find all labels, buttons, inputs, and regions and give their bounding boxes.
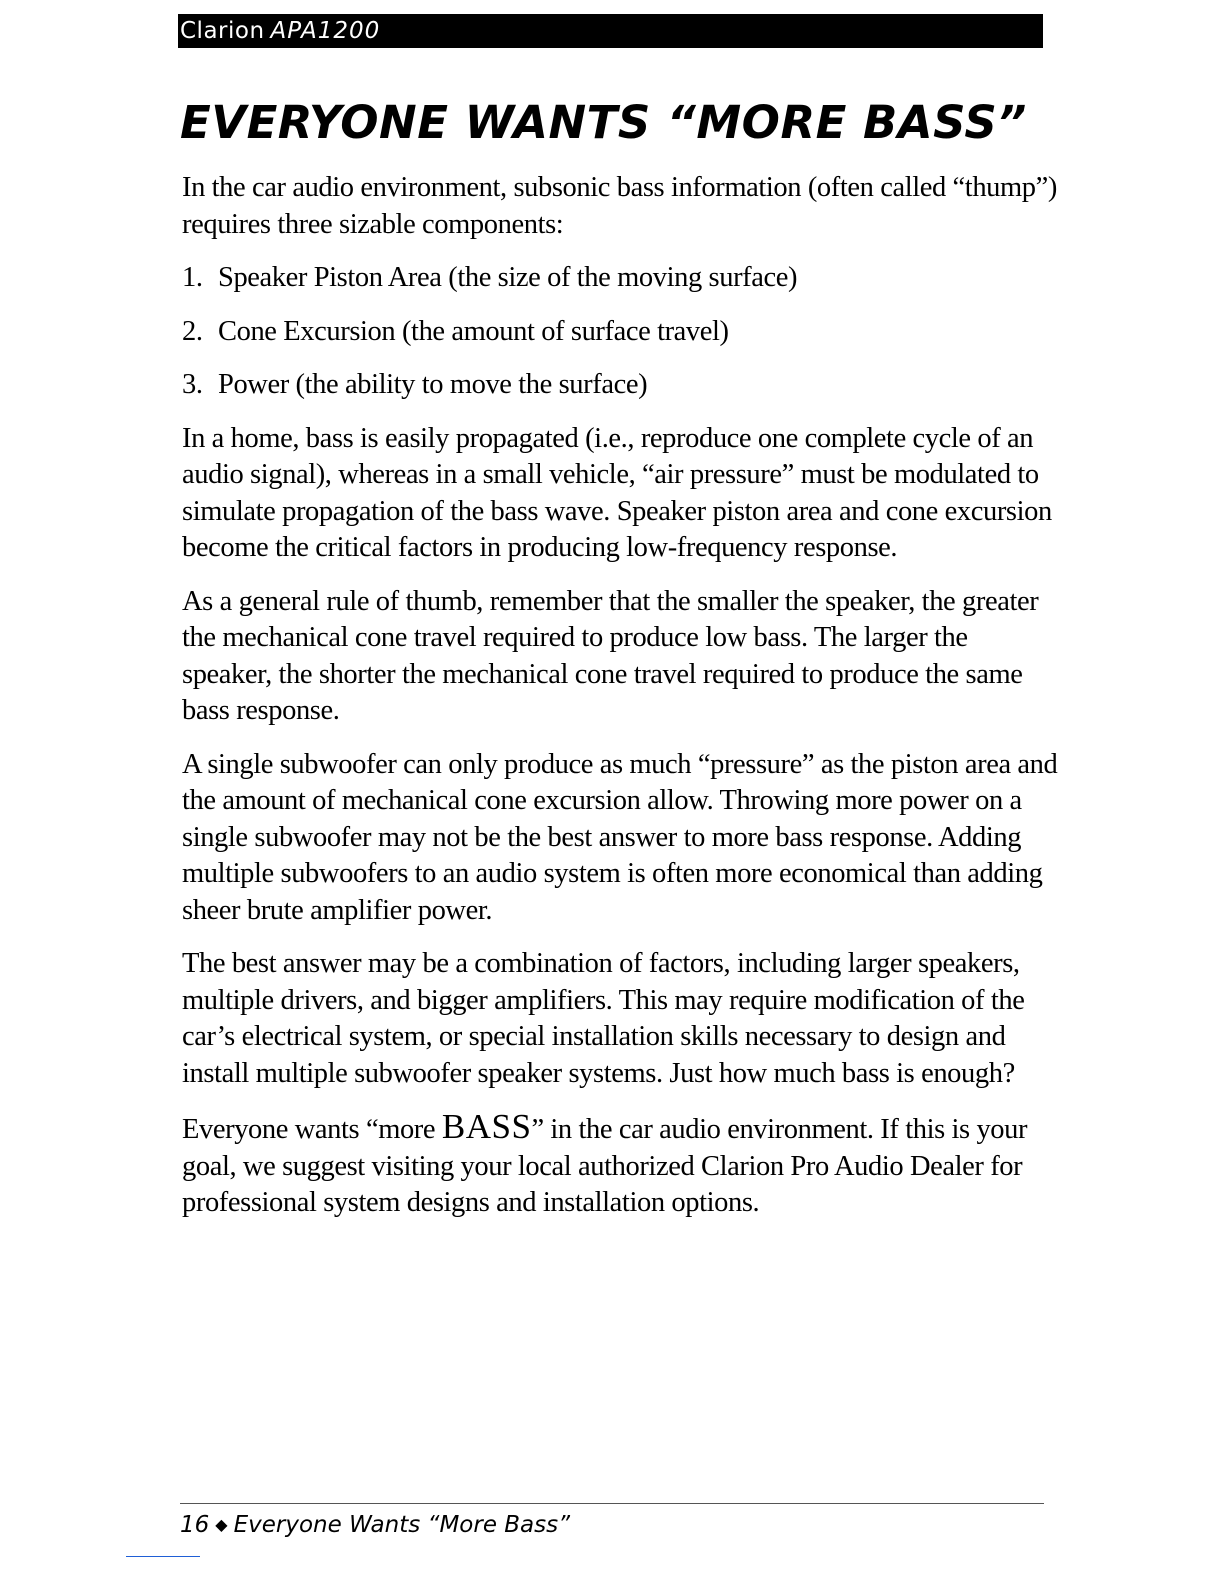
paragraph-closing bbox=[182, 1109, 1062, 1222]
body-text bbox=[182, 170, 1062, 1239]
list-item-number: 3. bbox=[182, 369, 203, 400]
component-list bbox=[182, 260, 1062, 404]
list-item-text: Power (the ability to move the surface) bbox=[218, 369, 648, 400]
diamond-separator-icon: ◆ bbox=[215, 1515, 228, 1534]
intro-paragraph: In the car audio environment, subsonic bass information (often called “thump”) requires three sizable components: bbox=[182, 172, 1057, 240]
list-item bbox=[182, 367, 1062, 404]
paragraph-propagation: In a home, bass is easily propagated (i.e., reproduce one complete cycle of an audio signal), whereas in a small vehicle, “air pressure” must be modulated to simulate propagation of the bass wave. Speaker piston area and cone excursion become the critical factors in producing low-frequency response. bbox=[182, 422, 1052, 563]
paragraph-rule-of-thumb: As a general rule of thumb, remember that the smaller the speaker, the greater the mechanical cone travel required to produce low bass. The larger the speaker, the shorter the mechanical cone travel required to produce the same bass response. bbox=[182, 585, 1039, 726]
list-item bbox=[182, 314, 1062, 351]
closing-text-start: Everyone wants “more bbox=[182, 1114, 442, 1145]
page-footer bbox=[180, 1512, 570, 1538]
list-item-text: Speaker Piston Area (the size of the moving surface) bbox=[218, 262, 798, 293]
list-item-number: 1. bbox=[182, 262, 203, 293]
closing-text-end: ” in the car audio environment. If this is your goal, we suggest visiting your local authorized Clarion Pro Audio Dealer for professional system designs and installation options. bbox=[182, 1114, 1028, 1218]
page-number: 16 bbox=[180, 1512, 210, 1538]
closing-bass-emphasis: BASS bbox=[441, 1107, 532, 1146]
list-item bbox=[182, 260, 1062, 297]
paragraph-single-subwoofer: A single subwoofer can only produce as much “pressure” as the piston area and the amount of mechanical cone excursion allow. Throwing more power on a single subwoofer may not be the best answer to more bass response. Adding multiple subwoofers to an audio system is often more economical than adding sheer brute amplifier power. bbox=[182, 748, 1058, 926]
footer-section-title: Everyone Wants “More Bass” bbox=[233, 1512, 571, 1538]
corner-mark bbox=[126, 1556, 200, 1557]
list-item-text: Cone Excursion (the amount of surface travel) bbox=[218, 315, 729, 347]
paragraph-best-answer: The best answer may be a combination of factors, including larger speakers, multiple drivers, and bigger amplifiers. This may require modification of the car’s electrical system, or special installation skills necessary to design and install multiple subwoofer speaker systems. Just how much bass is enough? bbox=[182, 948, 1025, 1089]
page-title: EVERYONE WANTS “MORE BASS” bbox=[180, 96, 1027, 149]
brand-name: Clarion bbox=[180, 18, 265, 44]
list-item-number: 2. bbox=[182, 315, 203, 347]
model-name: APA1200 bbox=[270, 18, 381, 44]
header-bar bbox=[178, 14, 1043, 48]
footer-divider bbox=[180, 1503, 1044, 1504]
